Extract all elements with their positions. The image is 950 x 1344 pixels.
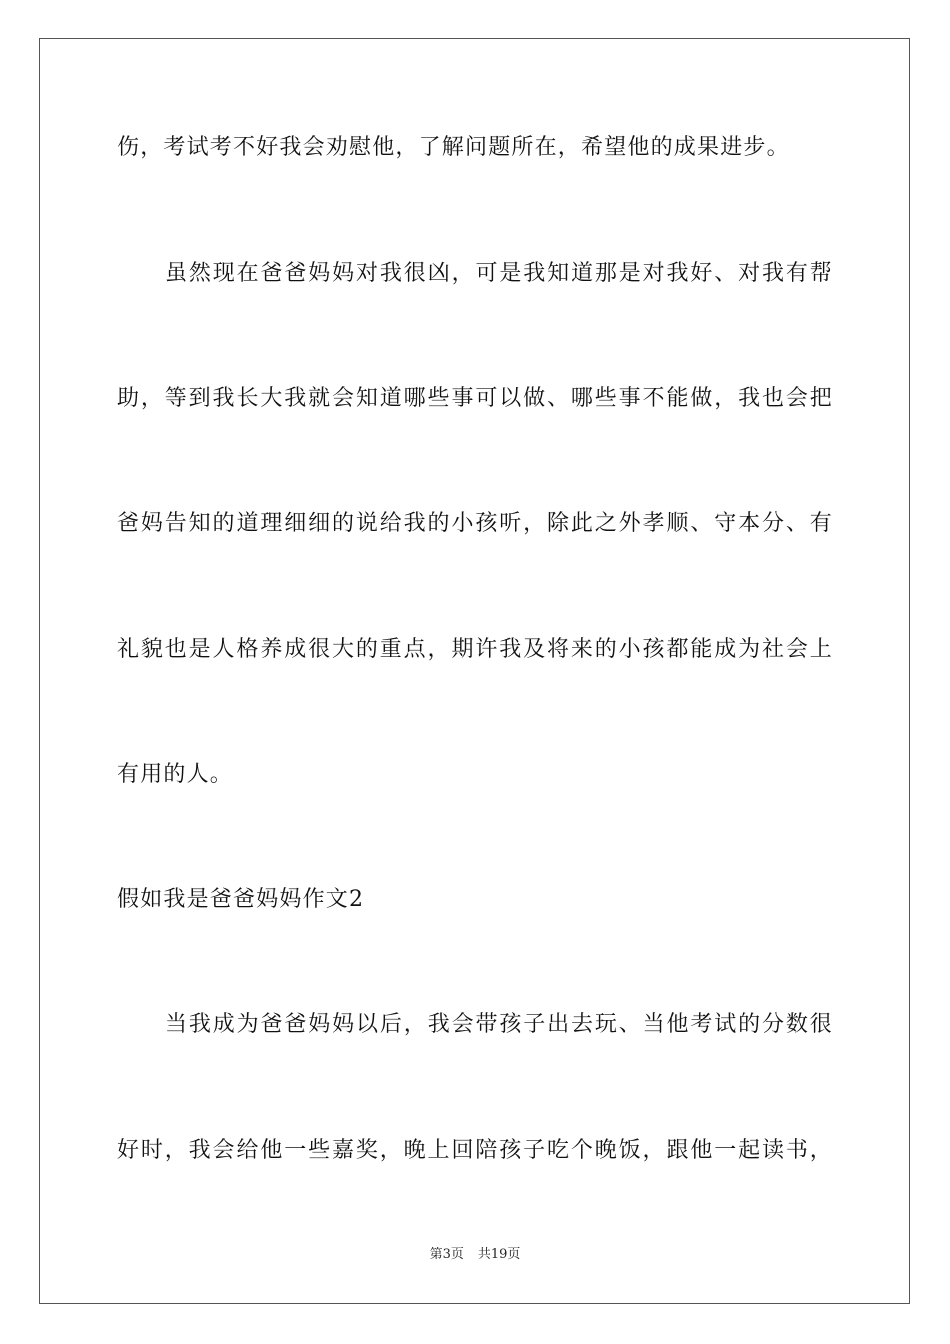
body-line-4: 爸妈告知的道理细细的说给我的小孩听，除此之外孝顺、守本分、有: [117, 511, 833, 536]
page-number: 第3页: [429, 1247, 464, 1262]
page-footer: [0, 1246, 950, 1264]
body-line-2: 虽然现在爸爸妈妈对我很凶，可是我知道那是对我好、对我有帮: [165, 261, 833, 286]
body-line-7: 当我成为爸爸妈妈以后，我会带孩子出去玩、当他考试的分数很: [165, 1012, 833, 1037]
body-line-6: 有用的人。: [117, 762, 234, 787]
page-border: [39, 38, 910, 1304]
body-line-1: 伤，考试考不好我会劝慰他，了解问题所在，希望他的成果进步。: [117, 135, 790, 160]
body-line-5: 礼貌也是人格养成很大的重点，期许我及将来的小孩都能成为社会上: [117, 637, 833, 662]
page-total: 共19页: [477, 1247, 521, 1262]
body-line-3: 助，等到我长大我就会知道哪些事可以做、哪些事不能做，我也会把: [117, 386, 833, 411]
section-heading: 假如我是爸爸妈妈作文2: [117, 887, 365, 912]
body-line-8: 好时，我会给他一些嘉奖，晚上回陪孩子吃个晚饭，跟他一起读书，: [117, 1138, 833, 1163]
